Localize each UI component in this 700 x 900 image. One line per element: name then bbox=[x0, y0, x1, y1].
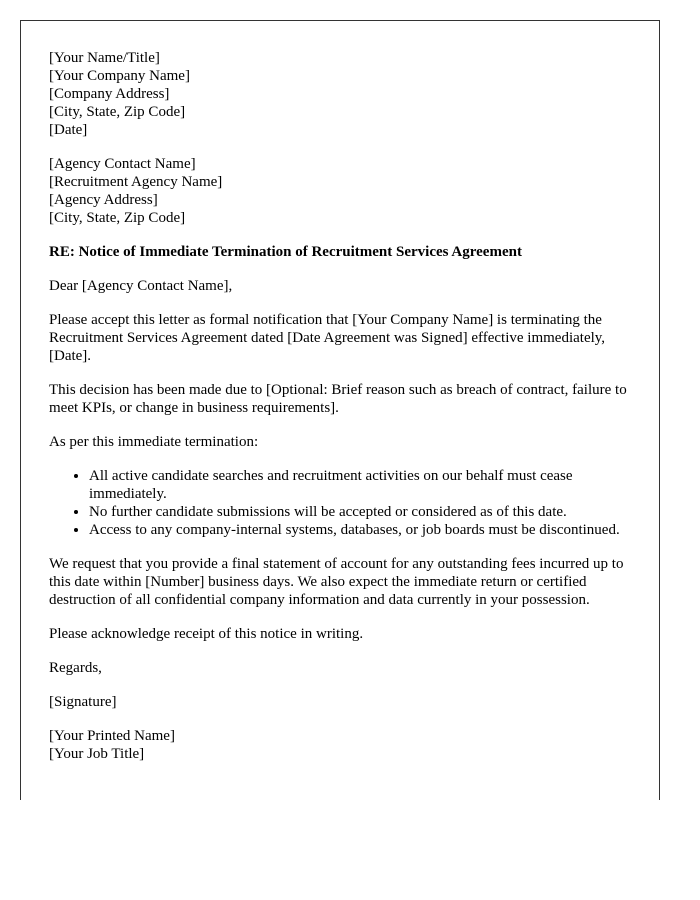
signer-block bbox=[49, 727, 629, 763]
list-item: • All active candidate searches and recruitment activities on our behalf must cease immediately. bbox=[89, 467, 629, 503]
letter-page bbox=[20, 20, 660, 800]
paragraph-acknowledge: Please acknowledge receipt of this notice in writing. bbox=[49, 626, 364, 642]
signoff: Regards, bbox=[49, 660, 102, 676]
sender-company-address: [Company Address] bbox=[49, 86, 170, 102]
signature-placeholder: [Signature] bbox=[49, 694, 117, 710]
letter-body bbox=[49, 49, 629, 763]
sender-date: [Date] bbox=[49, 122, 88, 138]
subject-line: RE: Notice of Immediate Termination of Recruitment Services Agreement bbox=[49, 244, 522, 260]
termination-terms-list bbox=[49, 467, 629, 539]
sender-name-title: [Your Name/Title] bbox=[49, 50, 160, 66]
sender-city-state-zip: [City, State, Zip Code] bbox=[49, 104, 186, 120]
printed-name: [Your Printed Name] bbox=[49, 728, 175, 744]
job-title: [Your Job Title] bbox=[49, 746, 145, 762]
sender-block bbox=[49, 49, 629, 139]
sender-company-name: [Your Company Name] bbox=[49, 68, 190, 84]
recipient-block bbox=[49, 155, 629, 227]
list-item: • No further candidate submissions will be accepted or considered as of this date. bbox=[89, 503, 629, 521]
paragraph-notification: Please accept this letter as formal notification that [Your Company Name] is terminating the Recruitment Services Agreement dated [Date Agreement was Signed] effective immediately, [Date]. bbox=[49, 312, 606, 364]
recipient-agency-name: [Recruitment Agency Name] bbox=[49, 174, 223, 190]
recipient-agency-address: [Agency Address] bbox=[49, 192, 158, 208]
recipient-city-state-zip: [City, State, Zip Code] bbox=[49, 210, 186, 226]
paragraph-intro-list: As per this immediate termination: bbox=[49, 434, 259, 450]
paragraph-final-statement: We request that you provide a final statement of account for any outstanding fees incurred up to this date within [Number] business days. We also expect the immediate return or certified destruction of all confidential company information and data currently in your possession. bbox=[49, 556, 624, 608]
salutation: Dear [Agency Contact Name], bbox=[49, 278, 233, 294]
list-item: • Access to any company-internal systems, databases, or job boards must be discontinued. bbox=[89, 521, 629, 539]
recipient-contact-name: [Agency Contact Name] bbox=[49, 156, 196, 172]
paragraph-reason: This decision has been made due to [Optional: Brief reason such as breach of contract, failure to meet KPIs, or change in business requirements]. bbox=[49, 382, 627, 416]
